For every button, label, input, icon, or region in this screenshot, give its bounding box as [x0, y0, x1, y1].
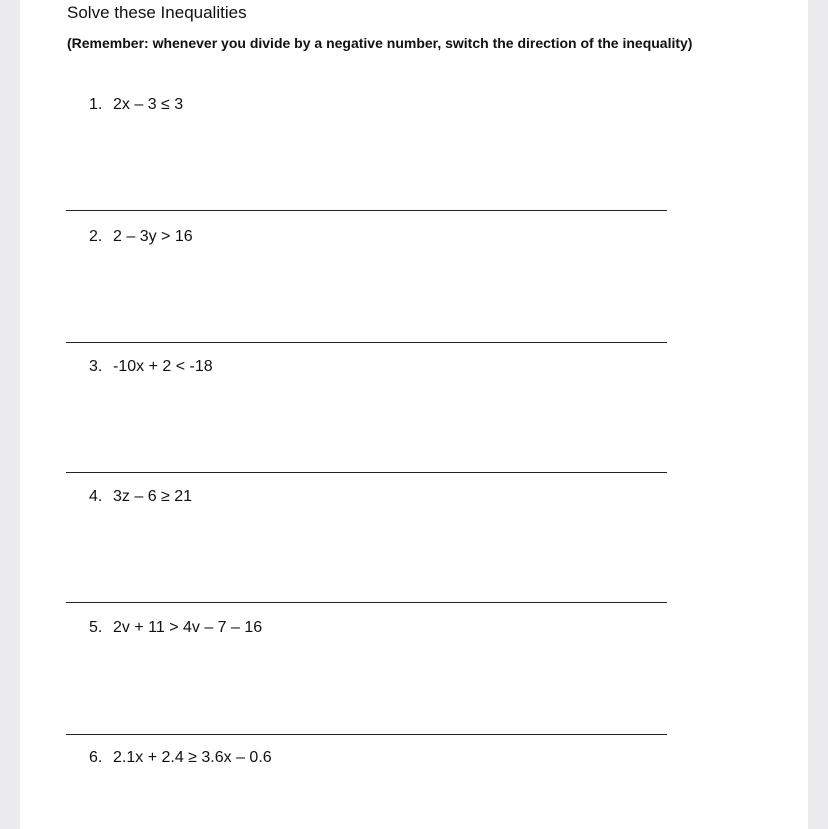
problem-2 [89, 228, 193, 246]
answer-line-1[interactable] [66, 210, 667, 211]
problem-expression: 2v + 11 > 4v – 7 – 16 [113, 619, 263, 636]
problem-number: 6. [89, 749, 103, 766]
problem-number: 2. [89, 228, 103, 245]
worksheet-title: Solve these Inequalities [67, 3, 247, 22]
problem-expression: 3z – 6 ≥ 21 [113, 488, 193, 505]
problem-number: 1. [89, 96, 103, 113]
problem-number: 5. [89, 619, 103, 636]
answer-line-4[interactable] [66, 602, 667, 603]
problem-expression: 2x – 3 ≤ 3 [113, 96, 184, 113]
answer-line-5[interactable] [66, 734, 667, 735]
answer-line-3[interactable] [66, 472, 667, 473]
problem-1 [89, 96, 183, 114]
problem-number: 4. [89, 488, 103, 505]
answer-line-2[interactable] [66, 342, 667, 343]
worksheet-note: (Remember: whenever you divide by a negative number, switch the direction of the inequality) [67, 35, 693, 51]
problem-4 [89, 488, 192, 506]
problem-5 [89, 619, 262, 637]
problem-number: 3. [89, 358, 103, 375]
worksheet-page [20, 0, 808, 829]
problem-3 [89, 358, 213, 376]
problem-expression: 2 – 3y > 16 [113, 228, 193, 245]
problem-6 [89, 749, 272, 767]
problem-expression: -10x + 2 < -18 [113, 358, 213, 375]
problem-expression: 2.1x + 2.4 ≥ 3.6x – 0.6 [113, 749, 272, 766]
